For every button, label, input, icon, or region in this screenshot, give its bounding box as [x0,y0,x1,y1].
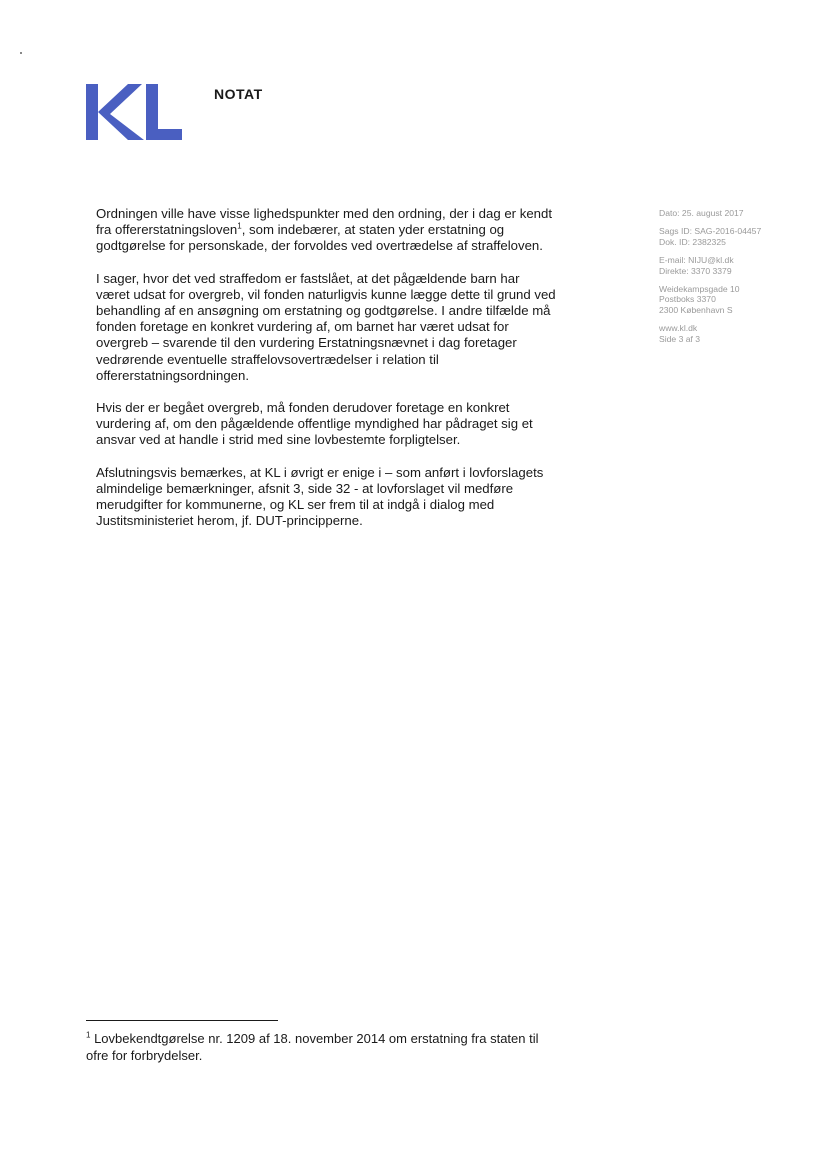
meta-sidebar [659,208,819,352]
case-group [659,226,819,247]
date-group [659,208,819,218]
paragraph-4: Afslutningsvis bemærkes, at KL i øvrigt er enige i – som anført i lovforslagets almindelige bemærkninger, afsnit 3, side 32 - at lovforslaget vil medføre merudgifter for kommunerne, og KL ser frem til at indgå i dialog med Justitsministeriet herom, jf. DUT-principperne. [96,464,544,529]
footnote-mark: 1 [86,1030,91,1040]
footnote-divider [86,1020,278,1021]
document-type-title: NOTAT [214,86,263,102]
document-body [96,206,556,545]
website-link[interactable]: www.kl.dk [659,323,698,334]
paragraph-1 [96,206,556,255]
case-id-line: Sags ID: SAG-2016-04457 [659,226,762,237]
web-group [659,323,819,344]
footnote-text: Lovbekendtgørelse nr. 1209 af 18. november 2014 om erstatning fra staten til ofre for forbrydelser. [86,1031,539,1063]
address-city: 2300 København S [659,304,733,315]
paragraph-2: I sager, hvor det ved straffedom er fastslået, at det pågældende barn har været udsat for overgreb, vil fonden naturligvis kunne lægge dette til grund ved behandling af en ansøgning om erstatning og godtgørelse. I andre tilfælde må fonden foretage en konkret vurdering af, om barnet har været udsat for overgreb – svarende til den vurdering Erstatningsnævnet i dag foretager vedrørende eventuelle straffelovsovertrædelser i relation til offererstatningsordningen. [96,270,556,383]
address-group [659,284,819,315]
kl-logo [86,84,182,140]
footnote-ref[interactable]: 1 [237,221,242,231]
email-line: E-mail: NIJU@kl.dk [659,255,734,266]
date-line: Dato: 25. august 2017 [659,208,744,218]
paragraph-1-start: Ordningen ville have visse lighedspunkter med den ordning, der i dag er kendt fra offererstatningsloven [96,206,552,238]
paragraph-3: Hvis der er begået overgreb, må fonden derudover foretage en konkret vurdering af, om den pågældende offentlige myndighed har pådraget sig et ansvar ved at handle i strid med sine lovbestemte forpligtelser. [96,400,533,448]
contact-group [659,255,819,276]
direct-phone-line: Direkte: 3370 3379 [659,265,732,276]
paragraph-1-end: , som indebærer, at staten yder erstatning og godtgørelse for personskade, der forvoldes ved overtrædelse af straffeloven. [96,222,543,254]
scan-speck [20,52,22,54]
address-box: Postboks 3370 [659,294,716,305]
address-street: Weidekampsgade 10 [659,284,740,295]
footnote [86,1031,556,1064]
doc-id-line: Dok. ID: 2382325 [659,236,726,247]
page-number: Side 3 af 3 [659,333,701,344]
